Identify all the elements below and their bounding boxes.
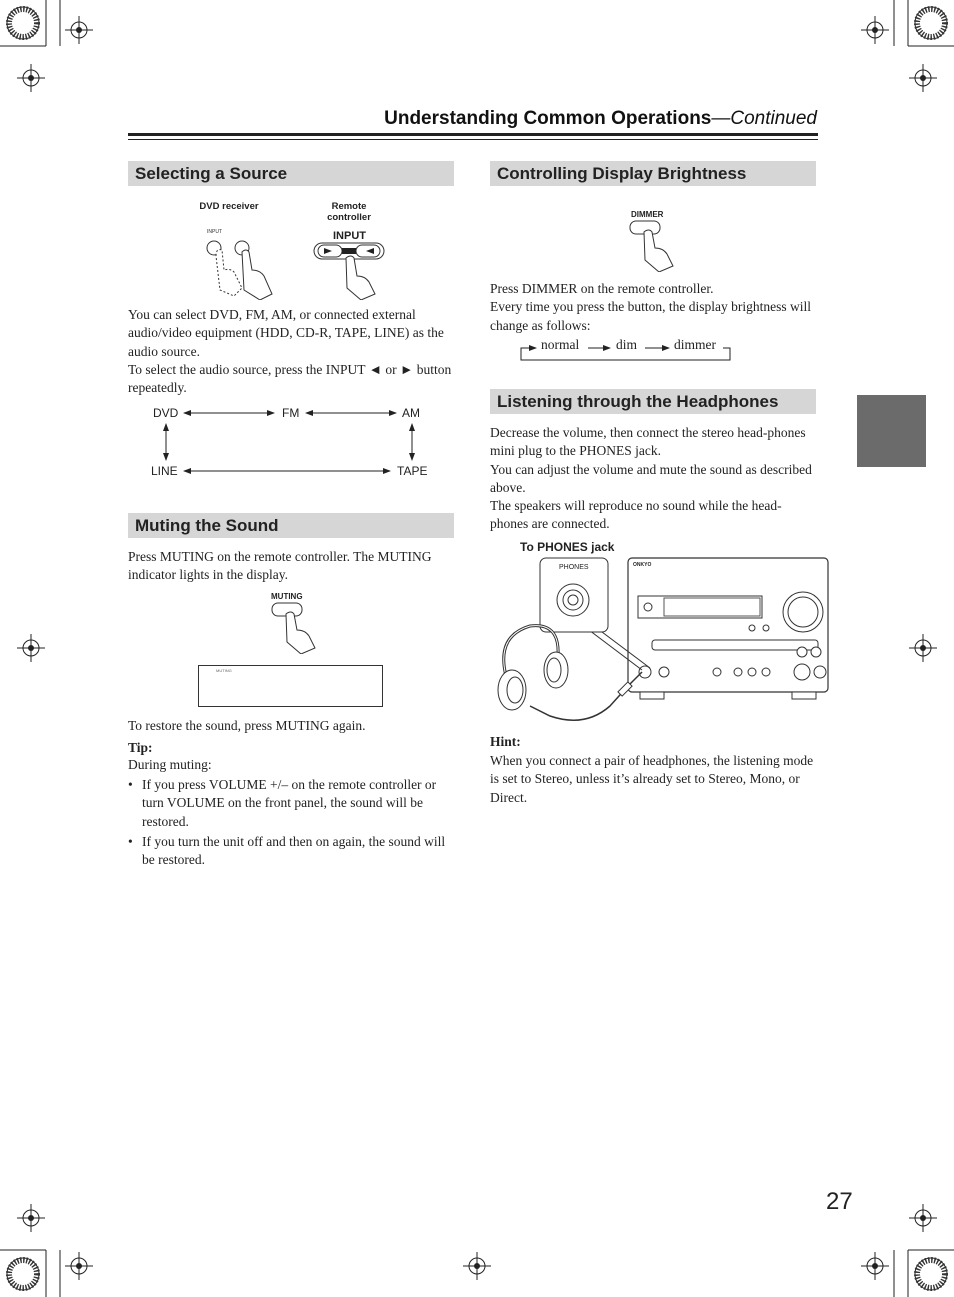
fig-input-label: INPUT <box>333 230 366 242</box>
headphones-illustration <box>490 556 832 728</box>
dimmer-dimmer: dimmer <box>674 337 716 352</box>
cycle-dvd: DVD <box>153 406 179 420</box>
page-number: 27 <box>826 1188 853 1215</box>
fig-input-small: INPUT <box>207 229 222 235</box>
headphones-p3: The speakers will reproduce no sound while the head-phones are connected. <box>490 498 782 532</box>
input-button-illustration <box>196 226 396 300</box>
selecting-p1: You can select DVD, FM, AM, or connected external audio/video equipment (HDD, CD-R, TAPE, LINE) as the audio source. <box>128 307 444 359</box>
brightness-p1: Press DIMMER on the remote controller. <box>490 281 714 296</box>
cycle-fm: FM <box>282 406 300 420</box>
dimmer-normal: normal <box>541 337 580 352</box>
fig-label-remote: Remote controller <box>327 201 371 223</box>
tip-intro: During muting: <box>128 757 212 772</box>
display-panel <box>198 665 383 707</box>
headphones-p2: You can adjust the volume and mute the sound as described above. <box>490 461 812 495</box>
brightness-paragraph <box>490 280 816 335</box>
phones-jack-label: PHONES <box>559 564 589 571</box>
phones-fig-label: To PHONES jack <box>520 540 615 554</box>
header-rule <box>128 133 818 136</box>
hint-text: When you connect a pair of headphones, the listening mode is set to Stereo, unless it’s already set to Stereo, Mono, or Direct. <box>490 753 814 805</box>
muting-button-illustration <box>266 600 322 654</box>
header-rule-thin <box>128 139 818 140</box>
muting-indicator: MUTING <box>216 668 232 673</box>
cycle-tape: TAPE <box>397 464 428 478</box>
section-tab <box>857 395 926 467</box>
dimmer-button-label: DIMMER <box>631 210 664 219</box>
tip-list <box>128 776 454 869</box>
section-heading-headphones: Listening through the Headphones <box>490 389 816 414</box>
section-heading-selecting: Selecting a Source <box>128 161 454 186</box>
cycle-am: AM <box>402 406 420 420</box>
dimmer-dim: dim <box>616 337 638 352</box>
tip-item: • If you turn the unit off and then on again, the sound will be restored. <box>128 833 454 870</box>
selecting-paragraph <box>128 306 454 397</box>
headphones-paragraph <box>490 424 816 534</box>
muting-p1: Press MUTING on the remote controller. The MUTING indicator lights in the display. <box>128 549 432 583</box>
tip-heading: Tip: <box>128 740 153 755</box>
headphones-p1: Decrease the volume, then connect the stereo head-phones mini plug to the PHONES jack. <box>490 425 806 459</box>
header-title: Understanding Common Operations <box>384 108 712 129</box>
muting-button-label: MUTING <box>271 592 303 601</box>
brightness-p2: Every time you press the button, the display brightness will change as follows: <box>490 299 811 333</box>
brand-logo: ONKYO <box>633 562 652 568</box>
page-header <box>384 108 817 130</box>
section-heading-muting: Muting the Sound <box>128 513 454 538</box>
fig-label-receiver: DVD receiver <box>199 201 259 212</box>
hint-heading: Hint: <box>490 734 521 749</box>
header-continued: —Continued <box>711 108 817 129</box>
dimmer-button-illustration <box>626 218 682 272</box>
tip-item: • If you press VOLUME +/– on the remote controller or turn VOLUME on the front panel, the sound will be restored. <box>128 776 454 831</box>
selecting-p2: To select the audio source, press the INPUT ◄ or ► button repeatedly. <box>128 361 452 396</box>
section-heading-brightness: Controlling Display Brightness <box>490 161 816 186</box>
cycle-line: LINE <box>151 464 178 478</box>
muting-p2: To restore the sound, press MUTING again. <box>128 718 366 733</box>
